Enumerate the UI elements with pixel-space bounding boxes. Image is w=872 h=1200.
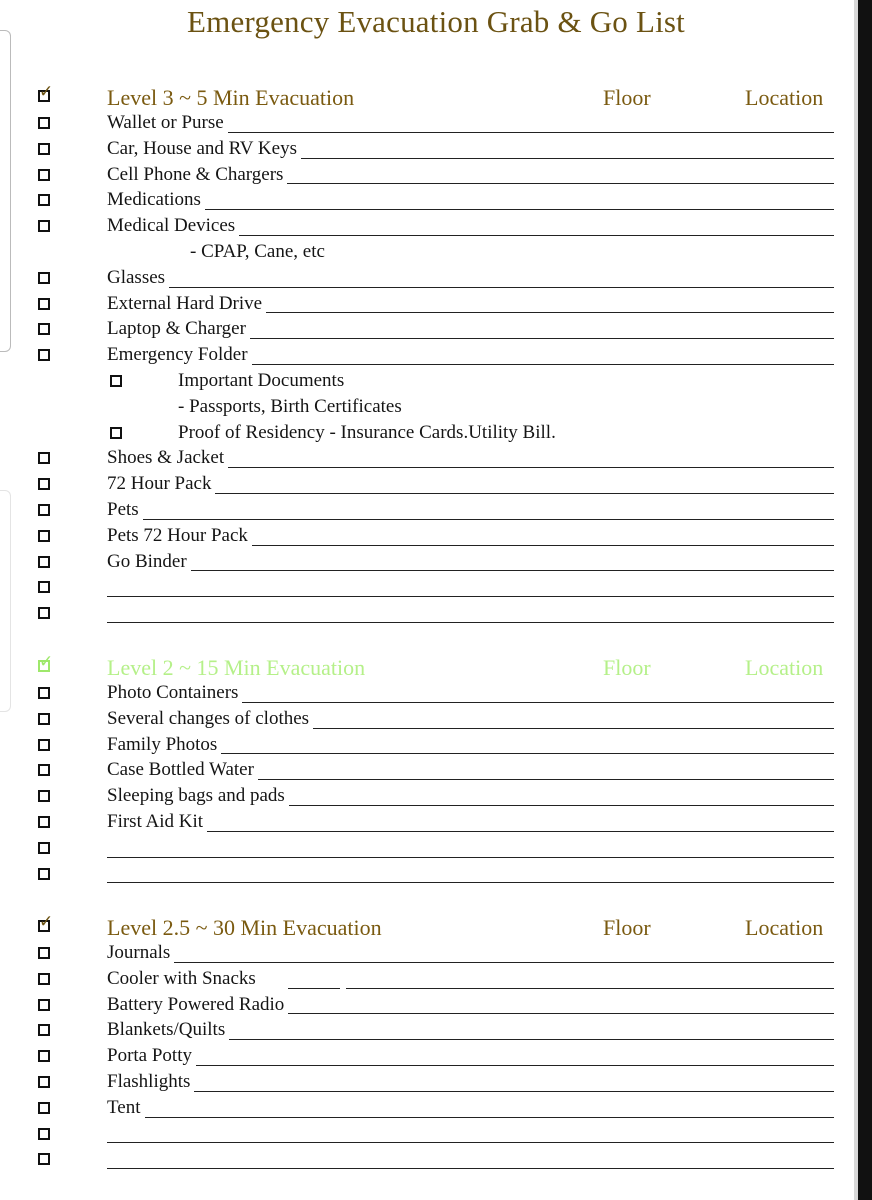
blank-checklist-row <box>0 862 860 888</box>
item-label: Car, House and RV Keys <box>107 138 301 160</box>
checklist-item <box>0 266 860 292</box>
checklist-item <box>0 707 860 733</box>
item-checkbox[interactable] <box>38 947 50 959</box>
item-checkbox[interactable] <box>38 999 50 1011</box>
checklist-item <box>0 810 860 836</box>
item-label: Wallet or Purse <box>107 112 228 134</box>
checklist-item <box>0 1096 860 1122</box>
floor-column-header: Floor <box>603 915 651 940</box>
checklist-subitem <box>0 369 860 395</box>
item-note-text: - Passports, Birth Certificates <box>178 395 402 417</box>
checklist-item <box>0 1044 860 1070</box>
item-checkbox[interactable] <box>38 530 50 542</box>
item-label: Glasses <box>107 267 169 289</box>
fill-in-line[interactable] <box>107 622 834 623</box>
item-label: Cell Phone & Chargers <box>107 164 287 186</box>
item-checkbox[interactable] <box>38 868 50 880</box>
checklist-subitem <box>0 421 860 447</box>
item-label: Laptop & Charger <box>107 318 250 340</box>
location-column-header: Location <box>745 655 824 680</box>
fill-in-line[interactable] <box>107 882 834 883</box>
fill-in-line[interactable] <box>107 596 834 597</box>
item-checkbox[interactable] <box>38 194 50 206</box>
section-level-3 <box>0 82 860 627</box>
item-label: Tent <box>107 1097 145 1119</box>
fill-in-line[interactable] <box>107 962 834 963</box>
item-checkbox[interactable] <box>38 1076 50 1088</box>
blank-checklist-row <box>0 1122 860 1148</box>
item-checkbox[interactable] <box>38 1128 50 1140</box>
section-header <box>0 652 860 681</box>
fill-in-line[interactable] <box>107 287 834 288</box>
blank-checklist-row <box>0 836 860 862</box>
item-label: Blankets/Quilts <box>107 1019 229 1041</box>
fill-in-line[interactable] <box>107 1142 834 1143</box>
item-label: Pets <box>107 499 143 521</box>
item-label: Several changes of clothes <box>107 708 313 730</box>
checklist-item <box>0 292 860 318</box>
item-label: Medical Devices <box>107 215 239 237</box>
checklist-item <box>0 111 860 137</box>
section-title: Level 2.5 ~ 30 Min Evacuation <box>107 915 382 940</box>
checklist-item <box>0 498 860 524</box>
item-checkbox[interactable] <box>38 607 50 619</box>
section-level-2 <box>0 652 860 887</box>
item-label: External Hard Drive <box>107 293 266 315</box>
blank-checklist-row <box>0 601 860 627</box>
section-level-2-5 <box>0 912 860 1173</box>
item-label: Medications <box>107 189 205 211</box>
item-label: 72 Hour Pack <box>107 473 215 495</box>
item-label: Pets 72 Hour Pack <box>107 525 252 547</box>
item-checkbox[interactable] <box>38 790 50 802</box>
document-title: Emergency Evacuation Grab & Go List <box>187 4 685 39</box>
subitem-checkbox[interactable] <box>110 375 122 387</box>
checklist-item <box>0 472 860 498</box>
checklist-item <box>0 524 860 550</box>
item-checkbox[interactable] <box>38 478 50 490</box>
item-label: Journals <box>107 942 174 964</box>
item-label: Family Photos <box>107 734 221 756</box>
fill-in-line[interactable] <box>107 1065 834 1066</box>
item-checkbox[interactable] <box>38 581 50 593</box>
subitem-label: Important Documents <box>178 369 345 391</box>
fill-in-line[interactable] <box>107 857 834 858</box>
subitem-checkbox[interactable] <box>110 427 122 439</box>
floor-column-header: Floor <box>603 655 651 680</box>
fill-in-line[interactable] <box>107 1117 834 1118</box>
item-label: Case Bottled Water <box>107 759 258 781</box>
checklist-item <box>0 681 860 707</box>
section-checkbox[interactable] <box>38 912 54 932</box>
item-checkbox[interactable] <box>38 169 50 181</box>
checklist-item <box>0 941 860 967</box>
checkmark-icon: ✓ <box>39 912 54 932</box>
short-fill-line[interactable] <box>288 988 340 989</box>
item-checkbox[interactable] <box>38 764 50 776</box>
item-checkbox[interactable] <box>38 272 50 284</box>
section-checkbox[interactable] <box>38 82 54 102</box>
item-checkbox[interactable] <box>38 1024 50 1036</box>
item-label: Flashlights <box>107 1071 194 1093</box>
section-header <box>0 82 860 111</box>
item-label: Photo Containers <box>107 682 242 704</box>
item-checkbox[interactable] <box>38 713 50 725</box>
item-checkbox[interactable] <box>38 349 50 361</box>
item-note-text: - CPAP, Cane, etc <box>190 240 325 262</box>
item-checkbox[interactable] <box>38 1153 50 1165</box>
item-checkbox[interactable] <box>38 220 50 232</box>
checklist-item <box>0 1018 860 1044</box>
item-checkbox[interactable] <box>38 298 50 310</box>
item-checkbox[interactable] <box>38 739 50 751</box>
checklist-item <box>0 137 860 163</box>
item-checkbox[interactable] <box>38 143 50 155</box>
checklist-item <box>0 163 860 189</box>
blank-checklist-row <box>0 575 860 601</box>
fill-in-line[interactable] <box>107 570 834 571</box>
item-checkbox[interactable] <box>38 452 50 464</box>
item-label: Shoes & Jacket <box>107 447 228 469</box>
item-note <box>0 240 860 266</box>
checklist-item <box>0 758 860 784</box>
blank-checklist-row <box>0 1147 860 1173</box>
item-checkbox[interactable] <box>38 816 50 828</box>
subitem-label: Proof of Residency - Insurance Cards.Utility Bill. <box>178 421 556 443</box>
checklist-item <box>0 214 860 240</box>
checklist-item <box>0 550 860 576</box>
item-label: Sleeping bags and pads <box>107 785 289 807</box>
fill-in-line[interactable] <box>107 1091 834 1092</box>
section-title: Level 3 ~ 5 Min Evacuation <box>107 85 355 110</box>
fill-in-line[interactable] <box>107 519 834 520</box>
item-label: Battery Powered Radio <box>107 994 288 1016</box>
fill-in-line[interactable] <box>107 493 834 494</box>
location-column-header: Location <box>745 915 824 940</box>
item-checkbox[interactable] <box>38 687 50 699</box>
fill-in-line[interactable] <box>107 1168 834 1169</box>
checklist-item <box>0 784 860 810</box>
item-checkbox[interactable] <box>38 1102 50 1114</box>
checkmark-icon: ✓ <box>39 652 54 672</box>
item-checkbox[interactable] <box>38 323 50 335</box>
checklist-item <box>0 1070 860 1096</box>
item-checkbox[interactable] <box>38 842 50 854</box>
page-edge <box>858 0 872 1200</box>
section-checkbox[interactable] <box>38 652 54 672</box>
item-label: Porta Potty <box>107 1045 196 1067</box>
item-label: Cooler with Snacks <box>107 968 260 990</box>
item-label: Go Binder <box>107 551 191 573</box>
item-note <box>0 395 860 421</box>
fill-in-line[interactable] <box>346 988 834 989</box>
section-title: Level 2 ~ 15 Min Evacuation <box>107 655 366 680</box>
checklist-item <box>0 188 860 214</box>
checkmark-icon: ✓ <box>39 82 54 102</box>
checklist-item <box>0 343 860 369</box>
fill-in-line[interactable] <box>107 209 834 210</box>
item-label: First Aid Kit <box>107 811 207 833</box>
checklist-item <box>0 967 860 993</box>
item-checkbox[interactable] <box>38 504 50 516</box>
checklist-item <box>0 733 860 759</box>
checklist-item <box>0 446 860 472</box>
floor-column-header: Floor <box>603 85 651 110</box>
fill-in-line[interactable] <box>107 831 834 832</box>
item-checkbox[interactable] <box>38 117 50 129</box>
location-column-header: Location <box>745 85 824 110</box>
item-checkbox[interactable] <box>38 1050 50 1062</box>
section-header <box>0 912 860 941</box>
item-label: Emergency Folder <box>107 344 252 366</box>
item-checkbox[interactable] <box>38 973 50 985</box>
checklist-item <box>0 993 860 1019</box>
checklist-item <box>0 317 860 343</box>
item-checkbox[interactable] <box>38 556 50 568</box>
